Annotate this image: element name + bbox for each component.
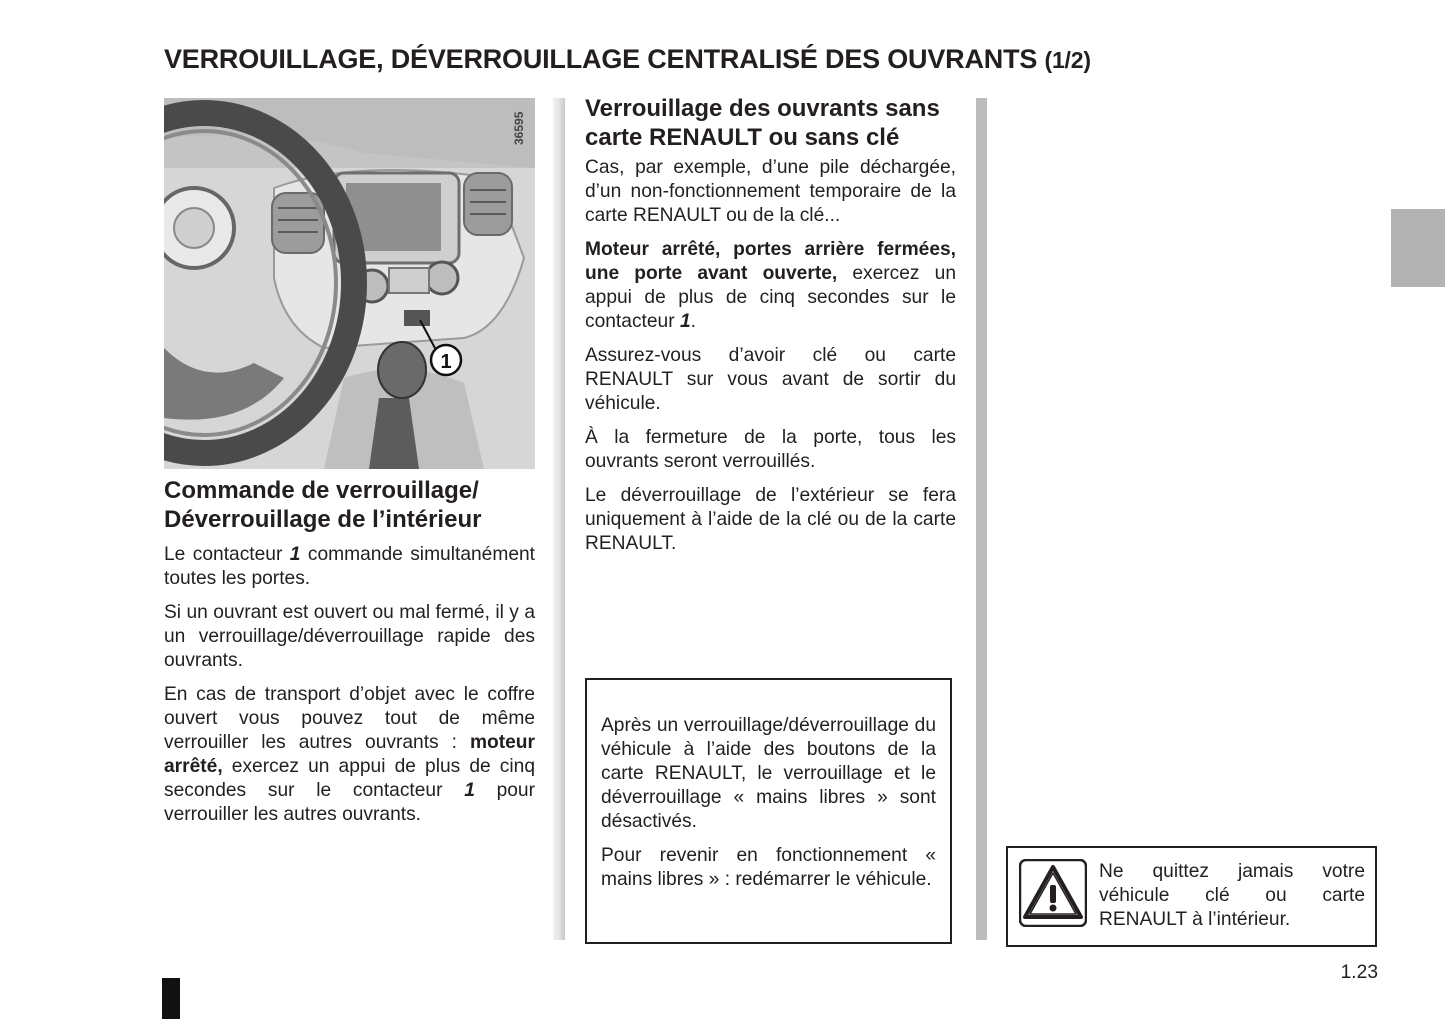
note-paragraph: Pour revenir en fonctionnement « mains libres » : redémarrer le véhicule.	[601, 845, 936, 890]
note-box	[585, 678, 952, 944]
text-segment: .	[690, 311, 696, 332]
left-column	[164, 476, 535, 837]
chapter-tab	[1391, 209, 1445, 287]
middle-column	[585, 94, 956, 566]
paragraph: À la fermeture de la porte, tous les ouvrants seront verrouillés.	[585, 427, 956, 472]
dashboard-illustration	[164, 98, 535, 469]
paragraph: Si un ouvrant est ouvert ou mal fermé, il y a un verrouillage/déverrouillage rapide des ouvrants.	[164, 602, 535, 671]
page-title	[164, 44, 1264, 75]
warning-text: Ne quittez jamais votre véhicule clé ou carte RENAULT à l’intérieur.	[1099, 861, 1365, 930]
warning-triangle-icon	[1019, 859, 1087, 927]
switch-reference: 1	[289, 544, 301, 565]
heading-line-2: Déverrouillage de l’intérieur	[164, 506, 482, 533]
image-reference-number: 36595	[512, 111, 526, 145]
paragraph	[164, 543, 535, 591]
callout-label-1: 1	[440, 351, 452, 373]
text-segment: En cas de transport d’objet avec le coffre ouvert vous pouvez tout de même verrouiller les autres ouvrants :	[164, 684, 535, 753]
text-segment: commande simultanément toutes les portes.	[164, 544, 535, 589]
paragraph	[585, 238, 956, 334]
page-part-indicator: (1/2)	[1044, 47, 1091, 73]
section-heading-interior-lock	[164, 476, 535, 534]
text-segment: exercez un appui de plus de cinq secondes sur le contacteur	[585, 263, 956, 332]
page-edge-marker	[162, 978, 180, 1019]
switch-reference: 1	[679, 311, 691, 332]
dashboard-photo	[164, 98, 535, 469]
section-heading-lock-without-card: Verrouillage des ouvrants sans carte RENAULT ou sans clé	[585, 95, 940, 151]
paragraph: Cas, par exemple, d’une pile déchargée, d’un non-fonctionnement temporaire de la carte RENAULT ou de la clé...	[585, 157, 956, 226]
switch-reference: 1	[464, 780, 475, 801]
column-divider	[976, 98, 987, 940]
column-divider	[553, 98, 565, 940]
paragraph: Le déverrouillage de l’extérieur se fera uniquement à l’aide de la clé ou de la carte RENAULT.	[585, 485, 956, 554]
text-segment: pour verrouiller les autres ouvrants.	[164, 780, 535, 825]
bold-segment: Moteur arrêté, portes arrière fermées, une porte avant ouverte,	[585, 239, 956, 284]
bold-segment: moteur arrêté,	[164, 732, 535, 777]
heading-line-1: Commande de verrouillage/	[164, 477, 479, 504]
page-number: 1.23	[1340, 962, 1378, 983]
text-segment: Le contacteur	[164, 544, 290, 565]
paragraph: Assurez-vous d’avoir clé ou carte RENAULT sur vous avant de sortir du véhicule.	[585, 345, 956, 414]
paragraph	[164, 683, 535, 827]
note-paragraph: Après un verrouillage/déverrouillage du véhicule à l’aide des boutons de la carte RENAULT, le verrouillage et le déverrouillage « mains libres » sont désactivés.	[601, 715, 936, 832]
page-title-text: VERROUILLAGE, DÉVERROUILLAGE CENTRALISÉ DES OUVRANTS	[164, 44, 1038, 74]
text-segment: exercez un appui de plus de cinq secondes sur le contacteur	[164, 756, 535, 801]
